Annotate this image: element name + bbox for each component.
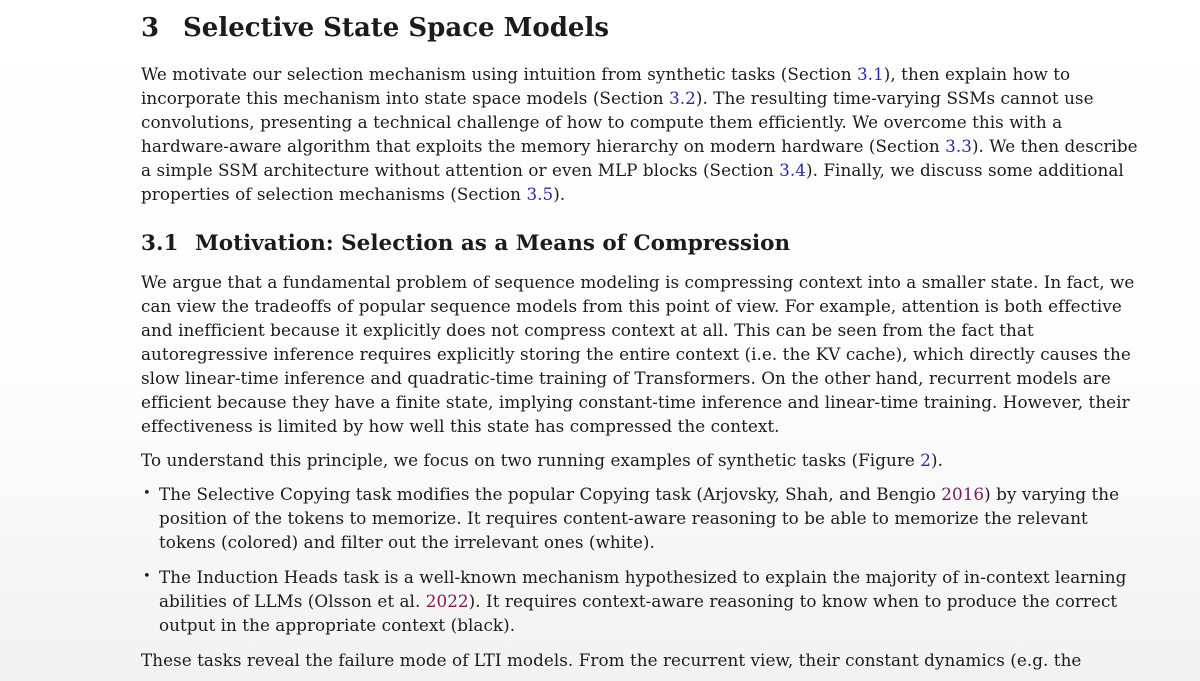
- intro-text-2: ), then explain how to incorporate this mechanism into state space models (Section: [141, 64, 1071, 108]
- bullet-1-text-1: The Selective Copying task modifies the popular Copying task (Arjovsky, Shah, and Bengio: [159, 484, 942, 504]
- intro-text-3: ). The resulting time-varying SSMs cannot use convolutions, presenting a technical challenge of how to compute them efficiently. We overcome this with a hardware-aware algorithm that exploits the memory hierarchy on modern hardware (Section: [141, 88, 1094, 156]
- paper-page: [141, 10, 1141, 672]
- section-heading: [141, 10, 1141, 46]
- section-title: Selective State Space Models: [183, 13, 609, 43]
- bullet-icon: •: [143, 486, 151, 501]
- bullet-2-text-2: ). It requires context-aware reasoning to know when to produce the correct output in the appropriate context (black).: [159, 591, 1118, 635]
- principle-text-2: ).: [931, 450, 944, 470]
- section-ref-3-5[interactable]: 3.5: [526, 184, 554, 204]
- bullet-2-text-1: The Induction Heads task is a well-known mechanism hypothesized to explain the majority of in-context learning abilities of LLMs (Olsson et al.: [159, 567, 1127, 611]
- principle-paragraph: [141, 448, 1141, 472]
- bullet-1-text-2: ) by varying the position of the tokens to memorize. It requires content-aware reasoning to be able to memorize the relevant tokens (colored) and filter out the irrelevant ones (white).: [159, 484, 1120, 552]
- intro-text-1: We motivate our selection mechanism using intuition from synthetic tasks (Section: [141, 64, 857, 84]
- subsection-title: Motivation: Selection as a Means of Compression: [195, 231, 791, 256]
- closing-paragraph: These tasks reveal the failure mode of LTI models. From the recurrent view, their constant dynamics (e.g. the: [141, 650, 1082, 670]
- motivation-paragraph: We argue that a fundamental problem of sequence modeling is compressing context into a smaller state. In fact, we can view the tradeoffs of popular sequence models from this point of view. For example, attention is both effective and inefficient because it explicitly does not compress context at all. This can be seen from the fact that autoregressive inference requires explicitly storing the entire context (i.e. the KV cache), which directly causes the slow linear-time inference and quadratic-time training of Transformers. On the other hand, recurrent models are efficient because they have a finite state, implying constant-time inference and linear-time training. However, their effectiveness is limited by how well this state has compressed the context.: [141, 272, 1135, 436]
- intro-text-6: ).: [553, 184, 566, 204]
- citation-2016[interactable]: 2016: [941, 484, 985, 504]
- subsection-number: 3.1: [141, 231, 179, 256]
- section-ref-3-3[interactable]: 3.3: [945, 136, 972, 156]
- section-number: 3: [141, 13, 160, 43]
- section-ref-3-1[interactable]: 3.1: [856, 64, 884, 84]
- bullet-icon: •: [143, 569, 151, 584]
- task-list: [141, 482, 1141, 637]
- subsection-heading: [141, 228, 1141, 260]
- list-item-induction-heads: [141, 565, 1141, 637]
- section-ref-3-2[interactable]: 3.2: [669, 88, 696, 108]
- principle-text-1: To understand this principle, we focus on two running examples of synthetic tasks (Figure: [141, 450, 921, 470]
- intro-text-4: ). We then describe a simple SSM architecture without attention or even MLP blocks (Section: [141, 136, 1138, 180]
- citation-2022[interactable]: 2022: [425, 591, 469, 611]
- list-item-selective-copying: [141, 482, 1141, 554]
- intro-text-5: ). Finally, we discuss some additional properties of selection mechanisms (Section: [141, 160, 1124, 204]
- intro-paragraph: [141, 62, 1141, 206]
- figure-ref-2[interactable]: 2: [920, 450, 932, 470]
- section-ref-3-4[interactable]: 3.4: [779, 160, 806, 180]
